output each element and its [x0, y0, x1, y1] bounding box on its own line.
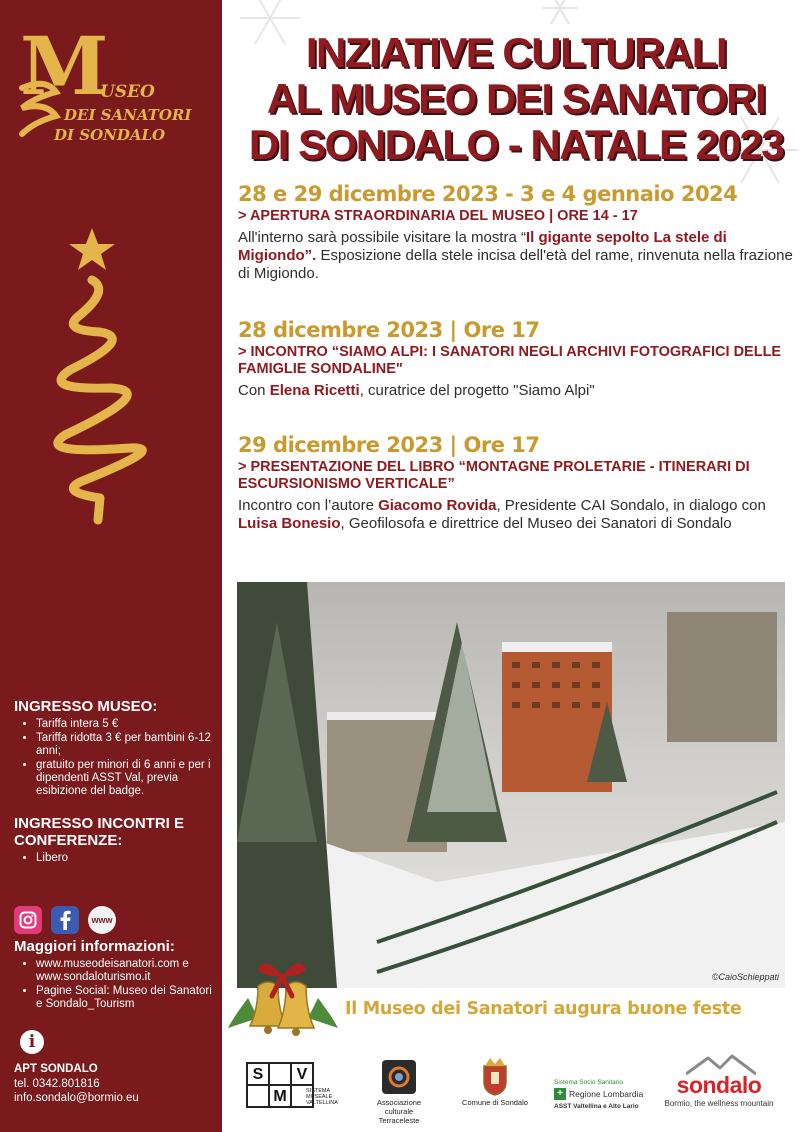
incontri-title: INGRESSO INCONTRI E CONFERENZE:: [14, 815, 185, 849]
lombardia-cross-icon: +: [554, 1088, 566, 1100]
event-1: [238, 182, 798, 283]
smv-grid: [246, 1062, 314, 1108]
event-date: 28 e 29 dicembre 2023 - 3 e 4 gennaio 2024: [238, 182, 738, 206]
mountain-icon: [686, 1054, 756, 1076]
lombardia-row: [554, 1088, 648, 1100]
social-links: [14, 906, 116, 934]
terraceleste-logo: [364, 1060, 434, 1125]
apt-phone: tel. 0342.801816: [14, 1077, 100, 1090]
desc-text: , curatrice del progetto "Siamo Alpi": [359, 382, 595, 399]
sondalo-logo: [656, 1054, 782, 1108]
event-2: [238, 318, 798, 400]
list-item: • Pagine Social: Museo dei Sanatori e Sondalo_Tourism: [36, 985, 214, 1011]
event-description: [238, 229, 798, 283]
apt-email[interactable]: info.sondalo@bormio.eu: [14, 1092, 139, 1104]
snowy-sanatorium-photo: [237, 582, 785, 988]
coat-of-arms-icon: [480, 1056, 510, 1096]
sidebar: [0, 0, 222, 1132]
more-info: [14, 938, 214, 1012]
list-item: • Libero: [36, 852, 214, 865]
photo-illustration: [237, 582, 785, 988]
smv-text: SISTEMA MUSEALE VALTELLINA: [306, 1088, 338, 1106]
logo-letter: M: [20, 19, 107, 113]
list-item: • gratuito per minori di 6 anni e per i dipendenti ASST Val, previa esibizione del badge.: [36, 759, 214, 798]
lombardia-name: Regione Lombardia: [569, 1088, 644, 1099]
smv-letter: [247, 1085, 269, 1107]
logo-line-3: DI SONDALO: [54, 126, 166, 144]
list-item: • Tariffa ridotta 3 € per bambini 6-12 anni;: [36, 732, 214, 758]
event-title: > APERTURA STRAORDINARIA DEL MUSEO | ORE 14 - 17: [238, 208, 638, 224]
comune-logo: [462, 1056, 528, 1107]
ingresso-list: [14, 718, 214, 798]
logo-line-2: DEI SANATORI: [64, 106, 192, 124]
incontri-list: [14, 852, 214, 865]
comune-name: Comune di Sondalo: [462, 1098, 528, 1107]
list-item[interactable]: • www.museodeisanatori.com e www.sondaloturismo.it: [36, 958, 214, 984]
sondalo-tagline: Bormio, the wellness mountain: [664, 1099, 774, 1108]
apt-name: APT SONDALO: [14, 1063, 98, 1075]
christmas-tree-illustration: [40, 220, 180, 530]
ingresso-museo: [14, 698, 214, 799]
facebook-icon[interactable]: [51, 906, 79, 934]
desc-text: Incontro con l’autore: [238, 497, 379, 514]
ingresso-title: INGRESSO MUSEO:: [14, 698, 158, 715]
lombardia-system: Sistema Socio Sanitario: [554, 1079, 624, 1086]
www-icon[interactable]: www: [88, 906, 116, 934]
event-description: [238, 382, 798, 400]
desc-text: Con: [238, 382, 270, 399]
info-list: [14, 958, 214, 1011]
desc-text: All'interno sarà possibile visitare la mostra “: [238, 229, 526, 246]
terraceleste-name: Associazione culturale Terraceleste: [376, 1098, 422, 1125]
event-date: 28 dicembre 2023 | Ore 17: [238, 318, 540, 342]
event-3: [238, 433, 798, 533]
speaker-name: Elena Ricetti: [269, 382, 360, 399]
photo-credit: ©CaioSchieppati: [711, 972, 779, 982]
asst-name: ASST Valtellina e Alto Lario: [554, 1103, 639, 1110]
desc-text: , Presidente CAI Sondalo, in dialogo con: [496, 497, 766, 514]
museum-logo: [16, 19, 216, 156]
title-line-2: AL MUSEO DEI SANATORI: [266, 75, 766, 122]
page-title: [236, 30, 796, 168]
terraceleste-badge: [382, 1060, 416, 1094]
info-icon: i: [20, 1030, 44, 1054]
desc-text: , Geofilosofa e direttrice del Museo dei Sanatori di Sondalo: [340, 515, 732, 532]
speaker-name: Giacomo Rovida: [378, 497, 497, 514]
smv-letter: S: [247, 1063, 269, 1085]
regione-lombardia-logo: [554, 1078, 648, 1111]
smv-letter: M: [269, 1085, 291, 1107]
event-title: > INCONTRO “SIAMO ALPI: I SANATORI NEGLI ARCHIVI FOTOGRAFICI DELLE FAMIGLIE SONDALINE": [238, 344, 782, 377]
exhibit-name: Il gigante sepolto La stele di Migiondo”.: [238, 229, 727, 264]
apt-contact: [14, 1062, 139, 1106]
smv-logo: [246, 1062, 338, 1108]
star-icon: [69, 228, 115, 270]
info-title: Maggiori informazioni:: [14, 938, 175, 955]
instagram-icon[interactable]: [14, 906, 42, 934]
event-description: [238, 497, 798, 533]
ingresso-incontri: [14, 815, 214, 866]
holiday-greeting: Il Museo dei Sanatori augura buone feste: [345, 999, 742, 1019]
sondalo-wordmark: sondalo: [676, 1072, 762, 1098]
title-line-3: DI SONDALO - NATALE 2023: [248, 121, 784, 168]
list-item: • Tariffa intera 5 €: [36, 718, 214, 731]
event-date: 29 dicembre 2023 | Ore 17: [238, 433, 540, 457]
bells-icon: [228, 948, 338, 1048]
title-line-1: INZIATIVE CULTURALI: [305, 29, 727, 76]
event-title: > PRESENTAZIONE DEL LIBRO “MONTAGNE PROLETARIE - ITINERARI DI ESCURSIONISMO VERTICALE”: [238, 459, 750, 492]
smv-letter: V: [291, 1063, 313, 1085]
logo-line-1: USEO: [100, 82, 155, 102]
desc-text: Esposizione della stele incisa dell'età del rame, rinvenuta nella frazione di Migiondo.: [238, 247, 793, 282]
smv-letter: [269, 1063, 291, 1085]
speaker-name: Luisa Bonesio: [238, 515, 341, 532]
